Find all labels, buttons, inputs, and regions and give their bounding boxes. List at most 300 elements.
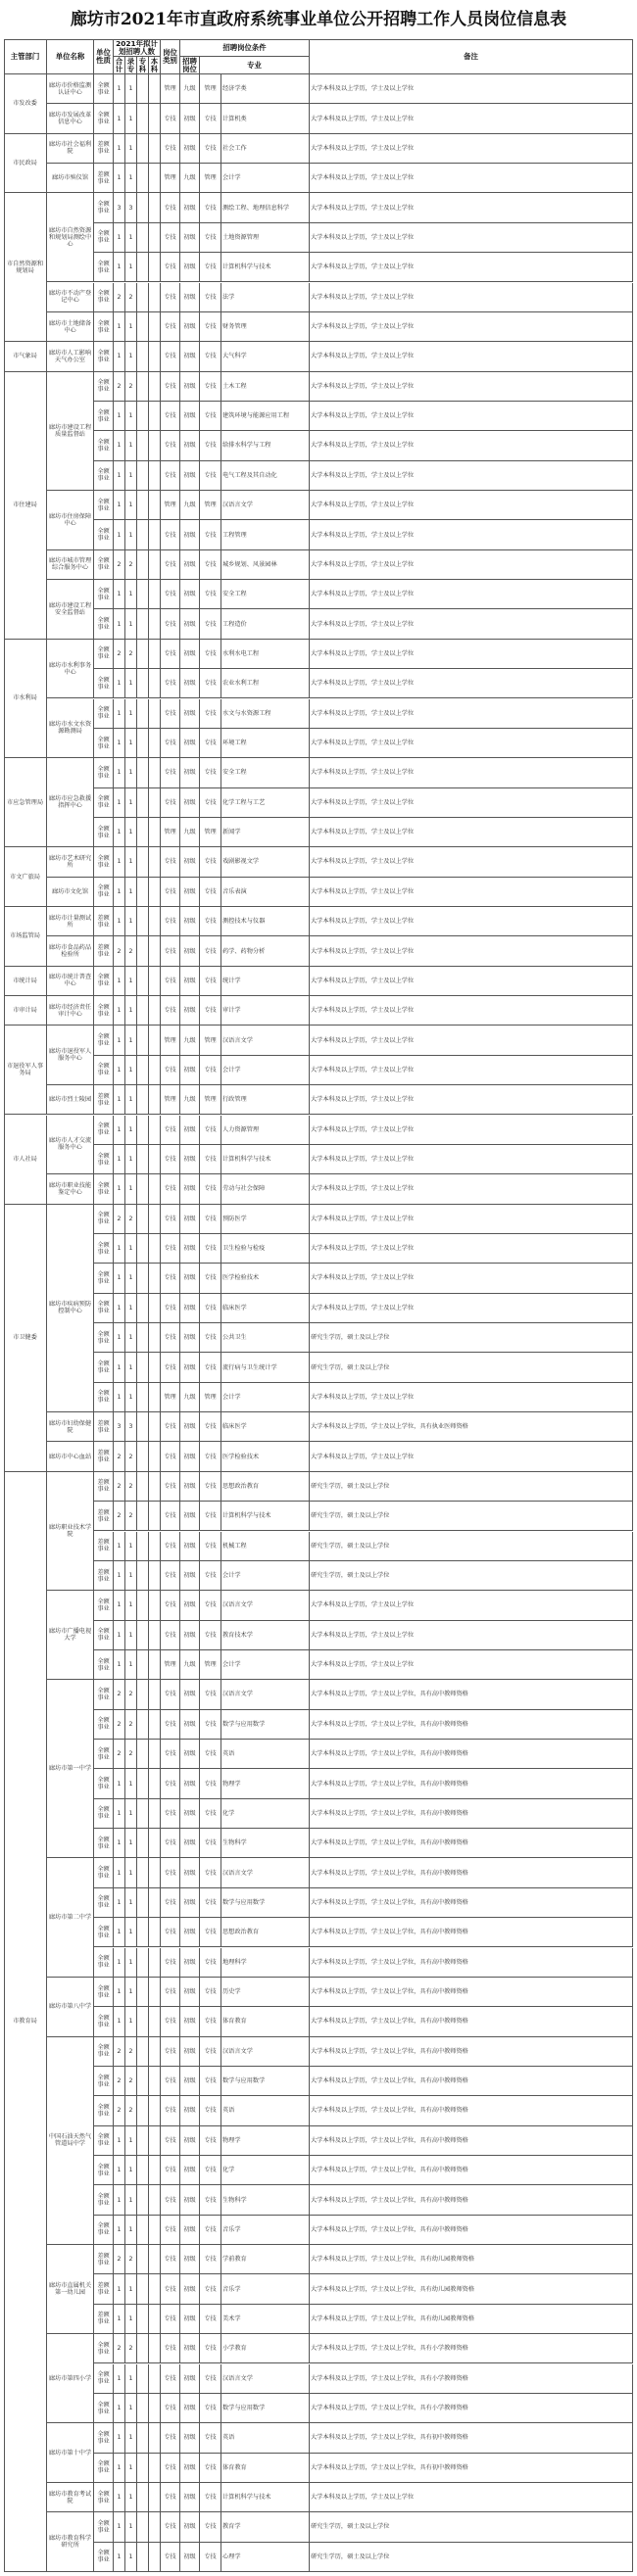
row-total: 1 — [114, 2126, 125, 2156]
row-sub2 — [137, 2543, 149, 2572]
row-nature: 全额事业 — [94, 580, 114, 609]
row-level: 初级 — [180, 758, 200, 787]
row-sub1: 1 — [125, 967, 137, 996]
row-nature: 全额事业 — [94, 1591, 114, 1620]
header-remark: 备注 — [310, 39, 633, 74]
row-level: 初级 — [180, 1234, 200, 1264]
row-total: 1 — [114, 818, 125, 847]
row-sub2 — [137, 1888, 149, 1918]
row-category: 专技 — [161, 1680, 180, 1709]
row-sub3 — [149, 2274, 161, 2304]
row-nature: 全额事业 — [94, 104, 114, 133]
row-sub3 — [149, 1918, 161, 1947]
row-total: 2 — [114, 2096, 125, 2125]
row-sub3 — [149, 491, 161, 520]
row-level: 初级 — [180, 2512, 200, 2542]
row-sub2 — [137, 2483, 149, 2512]
row-category: 专技 — [161, 372, 180, 402]
row-sub1: 1 — [125, 1174, 137, 1204]
row-sub3 — [149, 2305, 161, 2334]
row-major: 汉语言文学 — [221, 2364, 310, 2394]
row-cond: 管理 — [200, 818, 221, 847]
header-cond: 招聘岗位条件 — [180, 39, 310, 57]
row-category: 专技 — [161, 1918, 180, 1947]
row-level: 初级 — [180, 669, 200, 698]
row-sub1: 2 — [125, 936, 137, 966]
row-total: 2 — [114, 283, 125, 312]
row-major: 计算机科学与技术 — [221, 2483, 310, 2512]
row-nature: 差额事业 — [94, 164, 114, 193]
row-sub2 — [137, 1472, 149, 1502]
row-sub1: 1 — [125, 1383, 137, 1412]
row-cond: 专技 — [200, 1710, 221, 1740]
row-sub3 — [149, 907, 161, 936]
row-category: 专技 — [161, 1353, 180, 1382]
row-nature: 全额事业 — [94, 878, 114, 907]
unit-cell: 廊坊市广播电视大学 — [47, 1591, 94, 1680]
unit-cell: 廊坊市烈士陵园 — [47, 1085, 94, 1115]
row-major: 汉语言文学 — [221, 1680, 310, 1709]
row-major: 人力资源管理 — [221, 1116, 310, 1145]
row-major: 会计学 — [221, 1650, 310, 1680]
row-nature: 全额事业 — [94, 788, 114, 818]
row-level: 初级 — [180, 104, 200, 133]
row-remark: 研究生学历，硕士及以上学位 — [310, 1353, 633, 1382]
row-level: 初级 — [180, 1740, 200, 1769]
row-nature: 全额事业 — [94, 640, 114, 669]
row-sub3 — [149, 1234, 161, 1264]
row-sub2 — [137, 1264, 149, 1293]
row-total: 2 — [114, 2067, 125, 2096]
row-total: 1 — [114, 699, 125, 729]
row-cond: 专技 — [200, 2245, 221, 2274]
dept-cell: 市水利局 — [4, 640, 47, 758]
row-cond: 管理 — [200, 1650, 221, 1680]
row-sub3 — [149, 580, 161, 609]
row-nature: 全额事业 — [94, 1205, 114, 1234]
row-major: 数学与应用数学 — [221, 1888, 310, 1918]
row-sub1: 1 — [125, 1056, 137, 1085]
row-total: 1 — [114, 878, 125, 907]
row-sub2 — [137, 2423, 149, 2453]
row-total: 1 — [114, 461, 125, 491]
row-sub2 — [137, 1591, 149, 1620]
row-nature: 全额事业 — [94, 283, 114, 312]
row-level: 九级 — [180, 1026, 200, 1055]
row-sub1: 1 — [125, 1264, 137, 1293]
row-major: 水文与水资源工程 — [221, 699, 310, 729]
row-category: 专技 — [161, 2512, 180, 2542]
row-cond: 专技 — [200, 2483, 221, 2512]
row-cond: 专技 — [200, 2156, 221, 2185]
row-sub2 — [137, 461, 149, 491]
row-total: 2 — [114, 936, 125, 966]
row-sub1: 2 — [125, 2037, 137, 2067]
row-sub1: 1 — [125, 1858, 137, 1887]
row-category: 专技 — [161, 2096, 180, 2125]
row-cond: 管理 — [200, 1026, 221, 1055]
header-plan: 2021年拟计划招聘人数 — [114, 39, 161, 57]
unit-cell: 廊坊市土地储备中心 — [47, 312, 94, 342]
row-nature: 全额事业 — [94, 729, 114, 758]
row-cond: 专技 — [200, 2096, 221, 2125]
row-total: 2 — [114, 372, 125, 402]
row-nature: 全额事业 — [94, 1383, 114, 1412]
row-level: 初级 — [180, 1532, 200, 1561]
row-remark: 大学本科及以上学历，学士及以上学位，具有高中教师资格 — [310, 2156, 633, 2185]
row-category: 专技 — [161, 461, 180, 491]
row-sub1: 1 — [125, 1561, 137, 1591]
unit-cell: 廊坊市教育考试院 — [47, 2483, 94, 2512]
row-remark: 大学本科及以上学历，学士及以上学位，具有小学教师资格 — [310, 2394, 633, 2423]
row-sub3 — [149, 2483, 161, 2512]
row-level: 初级 — [180, 2096, 200, 2125]
row-cond: 专技 — [200, 907, 221, 936]
row-sub3 — [149, 1174, 161, 1204]
row-category: 专技 — [161, 609, 180, 639]
row-remark: 大学本科及以上学历，学士及以上学位 — [310, 461, 633, 491]
row-nature: 全额事业 — [94, 461, 114, 491]
row-category: 专技 — [161, 2394, 180, 2423]
row-total: 2 — [114, 2334, 125, 2363]
row-remark: 研究生学历，硕士及以上学位 — [310, 1532, 633, 1561]
row-nature: 全额事业 — [94, 1858, 114, 1887]
row-sub2 — [137, 283, 149, 312]
row-nature: 全额事业 — [94, 1353, 114, 1382]
row-nature: 全额事业 — [94, 1918, 114, 1947]
row-major: 审计学 — [221, 996, 310, 1026]
row-sub3 — [149, 729, 161, 758]
row-total: 1 — [114, 1294, 125, 1323]
row-remark: 大学本科及以上学历，学士及以上学位 — [310, 1234, 633, 1264]
unit-cell: 廊坊职业技术学院 — [47, 1472, 94, 1591]
dept-cell: 市场监管局 — [4, 907, 47, 967]
row-total: 1 — [114, 1234, 125, 1264]
row-sub2 — [137, 2305, 149, 2334]
row-nature: 差额事业 — [94, 1532, 114, 1561]
row-sub2 — [137, 2156, 149, 2185]
row-nature: 差额事业 — [94, 1442, 114, 1471]
unit-cell: 廊坊市计量测试所 — [47, 907, 94, 936]
row-sub2 — [137, 1116, 149, 1145]
row-level: 九级 — [180, 164, 200, 193]
row-cond: 专技 — [200, 1145, 221, 1174]
row-nature: 全额事业 — [94, 1888, 114, 1918]
row-remark: 大学本科及以上学历，学士及以上学位 — [310, 640, 633, 669]
row-total: 1 — [114, 1353, 125, 1382]
row-category: 管理 — [161, 491, 180, 520]
row-major: 体育教育 — [221, 2454, 310, 2483]
row-nature: 全额事业 — [94, 1116, 114, 1145]
row-sub2 — [137, 907, 149, 936]
row-sub1: 1 — [125, 699, 137, 729]
row-major: 电气工程及其自动化 — [221, 461, 310, 491]
row-total: 1 — [114, 1145, 125, 1174]
row-remark: 研究生学历，硕士及以上学位 — [310, 2512, 633, 2542]
row-sub3 — [149, 2364, 161, 2394]
row-level: 初级 — [180, 967, 200, 996]
row-total: 1 — [114, 1888, 125, 1918]
row-major: 建筑环境与能源应用工程 — [221, 402, 310, 431]
row-level: 初级 — [180, 223, 200, 253]
row-remark: 大学本科及以上学历，学士及以上学位 — [310, 1116, 633, 1145]
row-sub1: 1 — [125, 2394, 137, 2423]
row-cond: 专技 — [200, 996, 221, 1026]
row-sub3 — [149, 669, 161, 698]
row-total: 1 — [114, 669, 125, 698]
row-category: 专技 — [161, 342, 180, 371]
row-total: 1 — [114, 2274, 125, 2304]
row-level: 初级 — [180, 847, 200, 877]
row-sub3 — [149, 847, 161, 877]
row-cond: 专技 — [200, 372, 221, 402]
row-sub1: 1 — [125, 312, 137, 342]
row-remark: 大学本科及以上学历，学士及以上学位 — [310, 1174, 633, 1204]
row-total: 1 — [114, 312, 125, 342]
row-level: 初级 — [180, 134, 200, 164]
row-major: 药学、药物分析 — [221, 936, 310, 966]
row-sub2 — [137, 2512, 149, 2542]
row-category: 专技 — [161, 104, 180, 133]
row-category: 专技 — [161, 1174, 180, 1204]
row-total: 1 — [114, 729, 125, 758]
row-category: 专技 — [161, 758, 180, 787]
row-sub2 — [137, 1294, 149, 1323]
row-category: 专技 — [161, 1323, 180, 1353]
row-sub1: 1 — [125, 1769, 137, 1798]
row-major: 小学教育 — [221, 2334, 310, 2363]
row-sub2 — [137, 2454, 149, 2483]
row-remark: 大学本科及以上学历，学士及以上学位 — [310, 520, 633, 549]
row-cond: 专技 — [200, 550, 221, 580]
row-level: 九级 — [180, 1085, 200, 1115]
row-cond: 专技 — [200, 2067, 221, 2096]
row-nature: 全额事业 — [94, 1294, 114, 1323]
row-major: 劳动与社会保障 — [221, 1174, 310, 1204]
row-cond: 专技 — [200, 2334, 221, 2363]
row-sub3 — [149, 788, 161, 818]
row-nature: 全额事业 — [94, 253, 114, 282]
row-category: 专技 — [161, 1412, 180, 1442]
dept-cell: 市自然资源和规划局 — [4, 193, 47, 342]
row-sub3 — [149, 2543, 161, 2572]
row-sub3 — [149, 1680, 161, 1709]
row-major: 教育技术学 — [221, 1621, 310, 1650]
row-nature: 全额事业 — [94, 312, 114, 342]
row-remark: 大学本科及以上学历，学士及以上学位 — [310, 312, 633, 342]
row-remark: 大学本科及以上学历，学士及以上学位 — [310, 342, 633, 371]
row-level: 初级 — [180, 1174, 200, 1204]
row-total: 2 — [114, 1502, 125, 1531]
row-remark: 大学本科及以上学历，学士及以上学位 — [310, 699, 633, 729]
row-total: 1 — [114, 1948, 125, 1978]
row-category: 专技 — [161, 2334, 180, 2363]
row-cond: 专技 — [200, 2543, 221, 2572]
row-category: 专技 — [161, 312, 180, 342]
row-remark: 大学本科及以上学历，学士及以上学位，具有高中教师资格 — [310, 1858, 633, 1887]
header-nature: 单位性质 — [94, 39, 114, 74]
row-sub3 — [149, 2096, 161, 2125]
row-remark: 大学本科及以上学历，学士及以上学位，具有高中教师资格 — [310, 1918, 633, 1947]
row-level: 初级 — [180, 2274, 200, 2304]
row-sub1: 1 — [125, 164, 137, 193]
row-category: 管理 — [161, 1650, 180, 1680]
row-sub2 — [137, 1383, 149, 1412]
row-category: 专技 — [161, 283, 180, 312]
row-cond: 专技 — [200, 1561, 221, 1591]
unit-cell: 廊坊市住房保障中心 — [47, 491, 94, 550]
row-sub1: 2 — [125, 2067, 137, 2096]
header-sub3: 本科 — [149, 57, 161, 74]
row-level: 初级 — [180, 1472, 200, 1502]
row-sub3 — [149, 1412, 161, 1442]
row-sub1: 2 — [125, 1740, 137, 1769]
row-sub3 — [149, 1978, 161, 2007]
row-category: 专技 — [161, 2037, 180, 2067]
row-major: 音乐学 — [221, 2216, 310, 2245]
unit-cell: 廊坊市文化馆 — [47, 878, 94, 907]
row-total: 1 — [114, 2007, 125, 2036]
row-major: 会计学 — [221, 164, 310, 193]
row-total: 1 — [114, 847, 125, 877]
row-level: 初级 — [180, 1799, 200, 1829]
row-sub1: 2 — [125, 1710, 137, 1740]
row-major: 水利水电工程 — [221, 640, 310, 669]
row-sub1: 2 — [125, 2245, 137, 2274]
row-level: 九级 — [180, 1650, 200, 1680]
row-nature: 全额事业 — [94, 431, 114, 460]
row-cond: 专技 — [200, 2185, 221, 2215]
row-category: 专技 — [161, 640, 180, 669]
row-level: 初级 — [180, 2454, 200, 2483]
row-sub3 — [149, 372, 161, 402]
row-category: 专技 — [161, 1621, 180, 1650]
row-level: 初级 — [180, 2216, 200, 2245]
row-sub1: 1 — [125, 907, 137, 936]
row-level: 初级 — [180, 1264, 200, 1293]
row-sub2 — [137, 1502, 149, 1531]
row-sub3 — [149, 1532, 161, 1561]
row-sub2 — [137, 1710, 149, 1740]
row-category: 专技 — [161, 1502, 180, 1531]
row-cond: 专技 — [200, 847, 221, 877]
row-major: 地理科学 — [221, 1948, 310, 1978]
row-total: 1 — [114, 1323, 125, 1353]
row-sub3 — [149, 640, 161, 669]
row-sub1: 1 — [125, 2216, 137, 2245]
row-major: 体育教育 — [221, 2007, 310, 2036]
row-major: 土木工程 — [221, 372, 310, 402]
row-major: 机械工程 — [221, 1532, 310, 1561]
row-category: 专技 — [161, 2543, 180, 2572]
row-major: 土地资源管理 — [221, 223, 310, 253]
row-major: 医学检验技术 — [221, 1264, 310, 1293]
row-remark: 大学本科及以上学历，学士及以上学位，具有高中教师资格 — [310, 2007, 633, 2036]
header-sub1: 录专 — [125, 57, 137, 74]
row-cond: 专技 — [200, 1680, 221, 1709]
row-cond: 管理 — [200, 491, 221, 520]
row-sub2 — [137, 788, 149, 818]
row-remark: 大学本科及以上学历，学士及以上学位 — [310, 1621, 633, 1650]
row-level: 九级 — [180, 74, 200, 104]
row-cond: 专技 — [200, 2216, 221, 2245]
row-sub1: 1 — [125, 491, 137, 520]
row-nature: 全额事业 — [94, 2394, 114, 2423]
row-sub3 — [149, 936, 161, 966]
row-category: 管理 — [161, 74, 180, 104]
row-remark: 大学本科及以上学历，学士及以上学位 — [310, 967, 633, 996]
row-remark: 大学本科及以上学历，学士及以上学位，具有高中教师资格 — [310, 2037, 633, 2067]
row-sub2 — [137, 491, 149, 520]
row-remark: 大学本科及以上学历，学士及以上学位 — [310, 729, 633, 758]
row-level: 初级 — [180, 1205, 200, 1234]
row-remark: 大学本科及以上学历，学士及以上学位 — [310, 1085, 633, 1115]
row-major: 美术学 — [221, 2305, 310, 2334]
row-sub2 — [137, 699, 149, 729]
row-remark: 大学本科及以上学历，学士及以上学位 — [310, 936, 633, 966]
row-remark: 大学本科及以上学历，学士及以上学位，具有高中教师资格 — [310, 1978, 633, 2007]
row-sub3 — [149, 609, 161, 639]
row-category: 管理 — [161, 164, 180, 193]
row-sub3 — [149, 2067, 161, 2096]
row-total: 1 — [114, 1858, 125, 1887]
row-sub2 — [137, 2185, 149, 2215]
row-sub2 — [137, 550, 149, 580]
row-cond: 专技 — [200, 1412, 221, 1442]
row-category: 专技 — [161, 847, 180, 877]
row-cond: 专技 — [200, 640, 221, 669]
row-sub3 — [149, 1026, 161, 1055]
row-total: 1 — [114, 253, 125, 282]
row-sub2 — [137, 2274, 149, 2304]
row-level: 初级 — [180, 729, 200, 758]
row-nature: 全额事业 — [94, 223, 114, 253]
row-nature: 全额事业 — [94, 2364, 114, 2394]
row-sub1: 1 — [125, 729, 137, 758]
row-total: 1 — [114, 2216, 125, 2245]
row-category: 专技 — [161, 1056, 180, 1085]
row-cond: 专技 — [200, 1888, 221, 1918]
row-sub2 — [137, 164, 149, 193]
row-sub2 — [137, 1561, 149, 1591]
row-remark: 大学本科及以上学历，学士及以上学位，具有小学教师资格 — [310, 2334, 633, 2363]
row-nature: 差额事业 — [94, 936, 114, 966]
row-nature: 全额事业 — [94, 996, 114, 1026]
row-remark: 大学本科及以上学历，学士及以上学位 — [310, 1056, 633, 1085]
row-total: 2 — [114, 1680, 125, 1709]
row-category: 专技 — [161, 1799, 180, 1829]
row-nature: 全额事业 — [94, 2216, 114, 2245]
row-total: 2 — [114, 2245, 125, 2274]
row-nature: 差额事业 — [94, 1085, 114, 1115]
row-sub1: 1 — [125, 253, 137, 282]
row-remark: 大学本科及以上学历，学士及以上学位，具有高中教师资格 — [310, 1948, 633, 1978]
row-total: 2 — [114, 1442, 125, 1471]
row-category: 专技 — [161, 1948, 180, 1978]
row-category: 专技 — [161, 431, 180, 460]
row-category: 专技 — [161, 2067, 180, 2096]
row-sub1: 2 — [125, 640, 137, 669]
row-total: 1 — [114, 2156, 125, 2185]
row-nature: 全额事业 — [94, 1680, 114, 1709]
row-sub2 — [137, 1829, 149, 1858]
row-remark: 研究生学历，硕士及以上学位 — [310, 1472, 633, 1502]
row-sub3 — [149, 283, 161, 312]
row-sub1: 1 — [125, 74, 137, 104]
unit-cell: 廊坊市第二中学 — [47, 1858, 94, 1977]
row-sub2 — [137, 669, 149, 698]
row-sub2 — [137, 1621, 149, 1650]
